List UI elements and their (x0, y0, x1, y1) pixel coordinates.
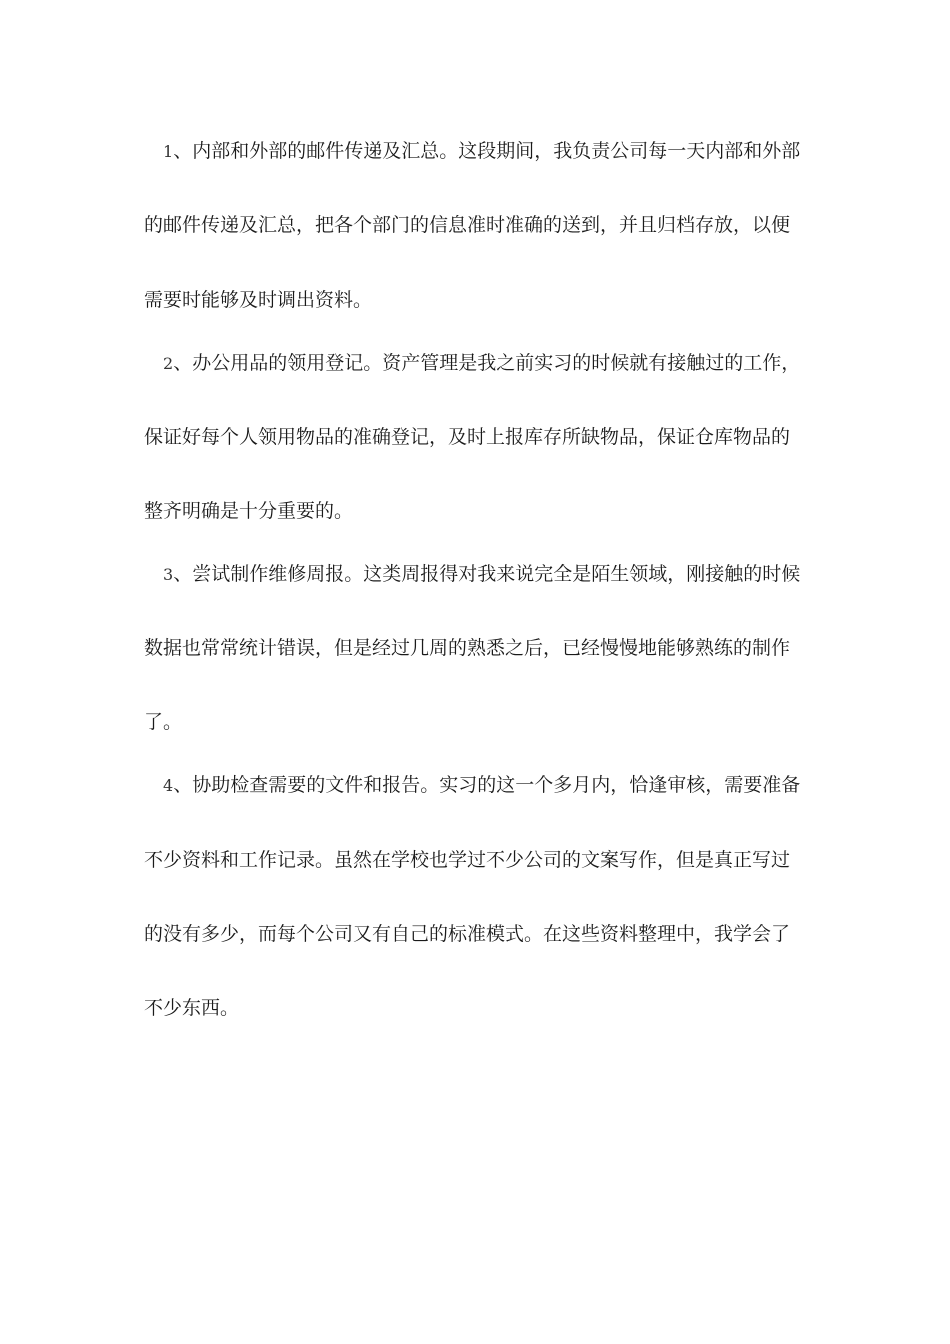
paragraph-4-line-1 (163, 771, 828, 799)
paragraph-2-number: 2 (163, 354, 174, 373)
paragraph-1-number: 1 (163, 142, 174, 161)
paragraph-2-line-2: 保证好每个人领用物品的准确登记，及时上报库存所缺物品，保证仓库物品的 (144, 426, 791, 448)
paragraph-1-text-1: 、内部和外部的邮件传递及汇总。这段期间，我负责公司每一天内部和外部 (173, 140, 801, 162)
paragraph-2-line-3: 整齐明确是十分重要的。 (144, 500, 354, 522)
paragraph-1-line-2: 的邮件传递及汇总，把各个部门的信息准时准确的送到，并且归档存放，以便 (144, 214, 791, 236)
paragraph-3-line-2: 数据也常常统计错误，但是经过几周的熟悉之后，已经慢慢地能够熟练的制作 (144, 637, 791, 659)
paragraph-2-text-1: 、办公用品的领用登记。资产管理是我之前实习的时候就有接触过的工作， (173, 352, 801, 374)
paragraph-3-line-1 (163, 560, 828, 588)
paragraph-1-line-1 (163, 137, 828, 165)
paragraph-3-text-1: 、尝试制作维修周报。这类周报得对我来说完全是陌生领域，刚接触的时候 (173, 563, 801, 585)
paragraph-3-line-3: 了。 (144, 711, 183, 733)
paragraph-3-number: 3 (163, 565, 174, 584)
paragraph-1-line-3: 需要时能够及时调出资料。 (144, 289, 373, 311)
paragraph-4-number: 4 (163, 776, 174, 795)
paragraph-2-line-1 (163, 349, 828, 377)
paragraph-4-line-3: 的没有多少，而每个公司又有自己的标准模式。在这些资料整理中，我学会了 (144, 923, 791, 945)
paragraph-4-line-4: 不少东西。 (144, 997, 240, 1019)
paragraph-4-text-1: 、协助检查需要的文件和报告。实习的这一个多月内，恰逢审核，需要准备 (173, 774, 801, 796)
paragraph-4-line-2: 不少资料和工作记录。虽然在学校也学过不少公司的文案写作，但是真正写过 (144, 849, 791, 871)
